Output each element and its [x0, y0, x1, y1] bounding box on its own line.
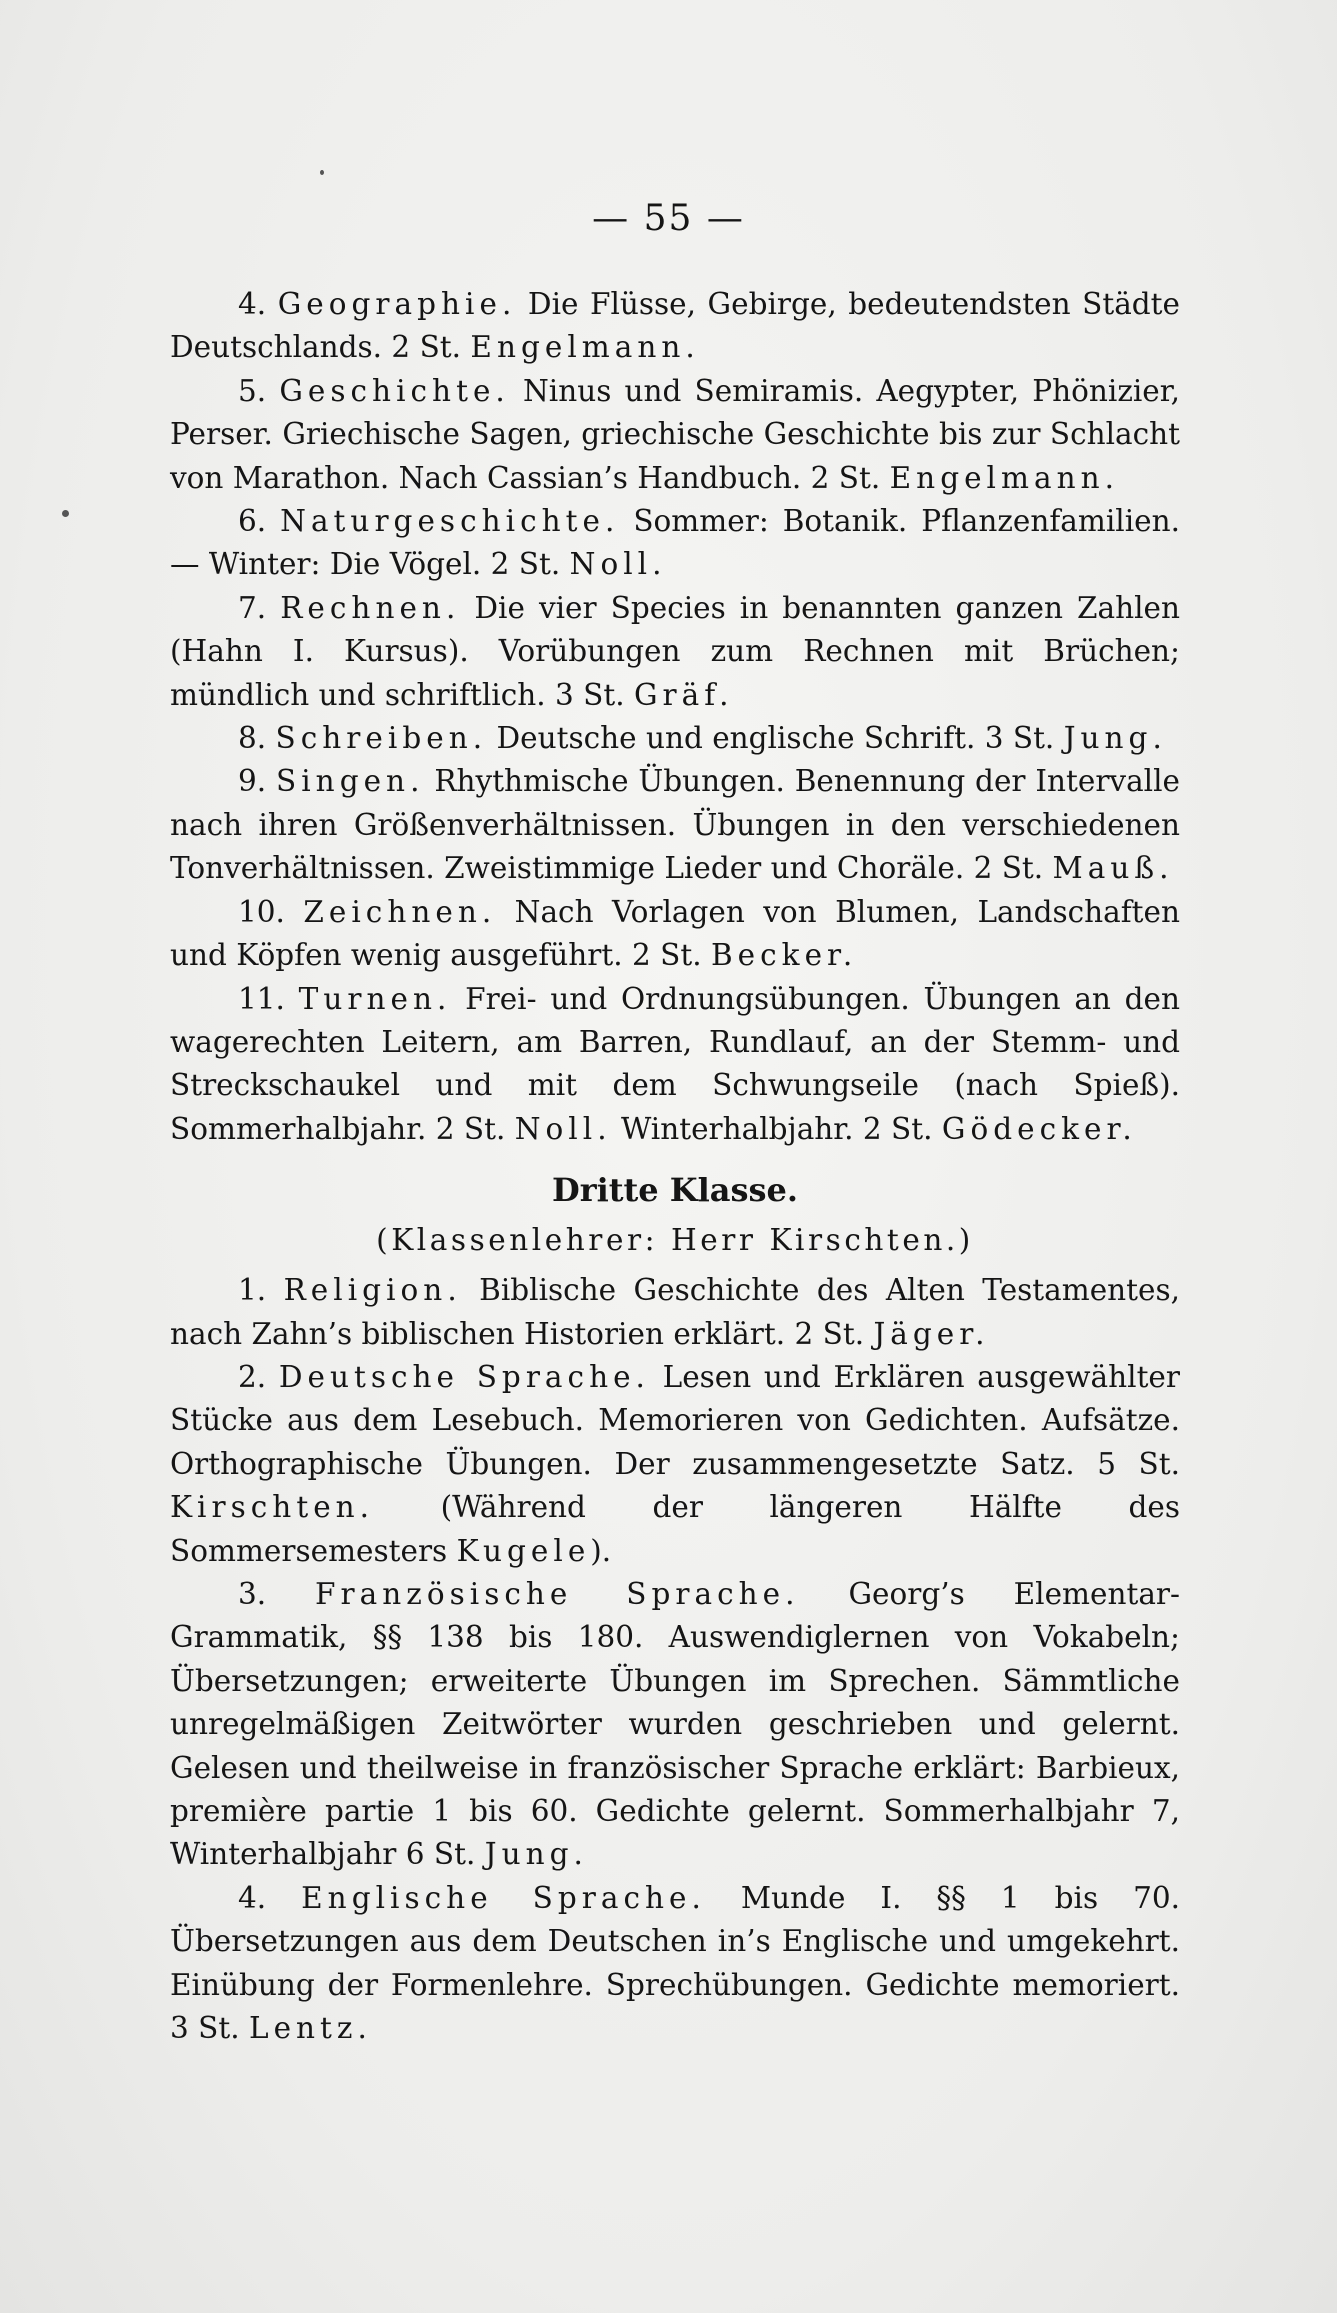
subject-entry-4 [170, 1877, 1180, 2051]
text-block [170, 283, 1180, 2050]
entry-text: Rhythmische Übungen. Benennung der Intervalle nach ihren Größenverhältnissen. Übungen in den verschiedenen Tonverhältnissen. Zweistimmige Lieder und Choräle. 2 St. [170, 764, 1180, 886]
subject-entry-1 [170, 1269, 1180, 1356]
entry-text: Deutsche und englische Schrift. 3 St. [487, 721, 1064, 756]
entry-text: 11. [238, 981, 299, 1016]
spaced-term: Noll. [569, 547, 667, 582]
entry-text: 3. [238, 1576, 316, 1611]
entry-text: 10. [238, 894, 304, 929]
spaced-term: Kirschten. [170, 1490, 375, 1525]
entry-text: Biblische Geschichte des Alten Testamentes, nach Zahn’s biblischen Historien erklärt. 2 St. [170, 1273, 1180, 1351]
spaced-term: Jung. [484, 1837, 588, 1872]
spaced-term: Deutsche Sprache. [278, 1359, 650, 1394]
spaced-term: Gräf. [633, 677, 734, 712]
entry-text: 9. [238, 764, 276, 799]
subject-list-previous-class [170, 283, 1180, 1151]
entry-text: (Während der längeren Hälfte des Sommersemesters [170, 1490, 1180, 1568]
spaced-term: Englische Sprache. [301, 1880, 706, 1915]
spaced-term: Becker. [710, 938, 858, 973]
print-speck [320, 170, 324, 175]
spaced-term: Noll. [514, 1111, 612, 1146]
entry-text: 2. [238, 1359, 279, 1394]
subject-entry-9 [170, 760, 1180, 890]
entry-text: Lesen und Erklären ausgewählter Stücke aus dem Lesebuch. Memorieren von Gedichten. Aufsätze. Orthographische Übungen. Der zusammengesetzte Satz. 5 St. [170, 1359, 1180, 1481]
spaced-term: Engelmann. [889, 460, 1120, 495]
page-number: — 55 — [592, 198, 745, 239]
spaced-term: Kugele [456, 1533, 591, 1568]
spaced-term: Zeichnen. [303, 894, 497, 929]
spaced-term: Religion. [283, 1273, 462, 1308]
spaced-term: Naturgeschichte. [280, 504, 620, 539]
entry-text: Winterhalbjahr. 2 St. [611, 1111, 942, 1146]
spaced-term: Jäger. [873, 1316, 990, 1351]
entry-text: Ninus und Semiramis. Aegypter, Phönizier, Perser. Griechische Sagen, griechische Geschichte bis zur Schlacht von Marathon. Nach Cassian’s Handbuch. 2 St. [170, 373, 1180, 495]
entry-text: Georg’s Elementar-Grammatik, §§ 138 bis 180. Auswendiglernen von Vokabeln; Übersetzungen; erweiterte Übungen im Sprechen. Sämmtliche unregelmäßigen Zeitwörter wurden geschrieben und gelernt. Gelesen und theilweise in französischer Sprache erklärt: Barbieux, première partie 1 bis 60. Gedichte gelernt. Sommerhalbjahr 7, Winterhalbjahr 6 St. [170, 1576, 1180, 1872]
subject-entry-5 [170, 370, 1180, 500]
subject-entry-2 [170, 1356, 1180, 1573]
entry-text: Die Flüsse, Gebirge, bedeutendsten Städte Deutschlands. 2 St. [170, 287, 1180, 365]
spaced-term: Engelmann. [470, 330, 700, 365]
entry-text: Munde I. §§ 1 bis 70. Übersetzungen aus dem Deutschen in’s Englische und umgekehrt. Einübung der Formenlehre. Sprechübungen. Gedichte memoriert. 3 St. [170, 1880, 1180, 2046]
entry-text: Frei- und Ordnungsübungen. Übungen an den wagerechten Leitern, am Barren, Rundlauf, an der Stemm- und Streckschaukel und mit dem Schwungseile (nach Spieß). Sommerhalbjahr. 2 St. [170, 981, 1180, 1146]
subject-entry-7 [170, 587, 1180, 717]
subject-list-third-class [170, 1269, 1180, 2050]
entry-text: 1. [238, 1273, 284, 1308]
print-speck [62, 510, 69, 517]
spaced-term: Jung. [1063, 721, 1167, 756]
spaced-term: Singen. [276, 764, 425, 799]
subject-entry-3 [170, 1573, 1180, 1877]
entry-text: ). [590, 1533, 612, 1568]
subject-entry-10 [170, 891, 1180, 978]
entry-text: Sommer: Botanik. Pflanzenfamilien. — Winter: Die Vögel. 2 St. [170, 504, 1180, 582]
entry-text: 5. [238, 373, 280, 408]
entry-text: 4. [238, 287, 278, 321]
spaced-term: Französische Sprache. [315, 1576, 800, 1611]
subject-entry-11 [170, 978, 1180, 1152]
subject-entry-8 [170, 717, 1180, 760]
spaced-term: Geographie. [277, 287, 517, 321]
entry-text: 4. [238, 1880, 302, 1915]
spaced-term: Gödecker. [941, 1111, 1137, 1146]
entry-text: Nach Vorlagen von Blumen, Landschaften und Köpfen wenig ausgeführt. 2 St. [170, 894, 1180, 973]
subject-entry-6 [170, 500, 1180, 587]
spaced-term: Lentz. [248, 2011, 372, 2046]
spaced-term: Rechnen. [280, 590, 461, 625]
subject-entry-4 [170, 283, 1180, 370]
spaced-term: Turnen. [298, 981, 452, 1016]
spaced-term: Geschichte. [279, 373, 510, 408]
section-heading: Dritte Klasse. [551, 1171, 799, 1210]
entry-text: 8. [238, 721, 276, 756]
entry-text: 6. [238, 504, 281, 539]
spaced-term: Schreiben. [275, 721, 488, 756]
class-teacher-line: (Klassenlehrer: Herr Kirschten.) [376, 1223, 974, 1258]
entry-text: 7. [238, 590, 281, 625]
entry-text: Die vier Species in benannten ganzen Zahlen (Hahn I. Kursus). Vorübungen zum Rechnen mit Brüchen; mündlich und schriftlich. 3 St. [170, 590, 1180, 712]
spaced-term: Mauß. [1052, 851, 1174, 886]
